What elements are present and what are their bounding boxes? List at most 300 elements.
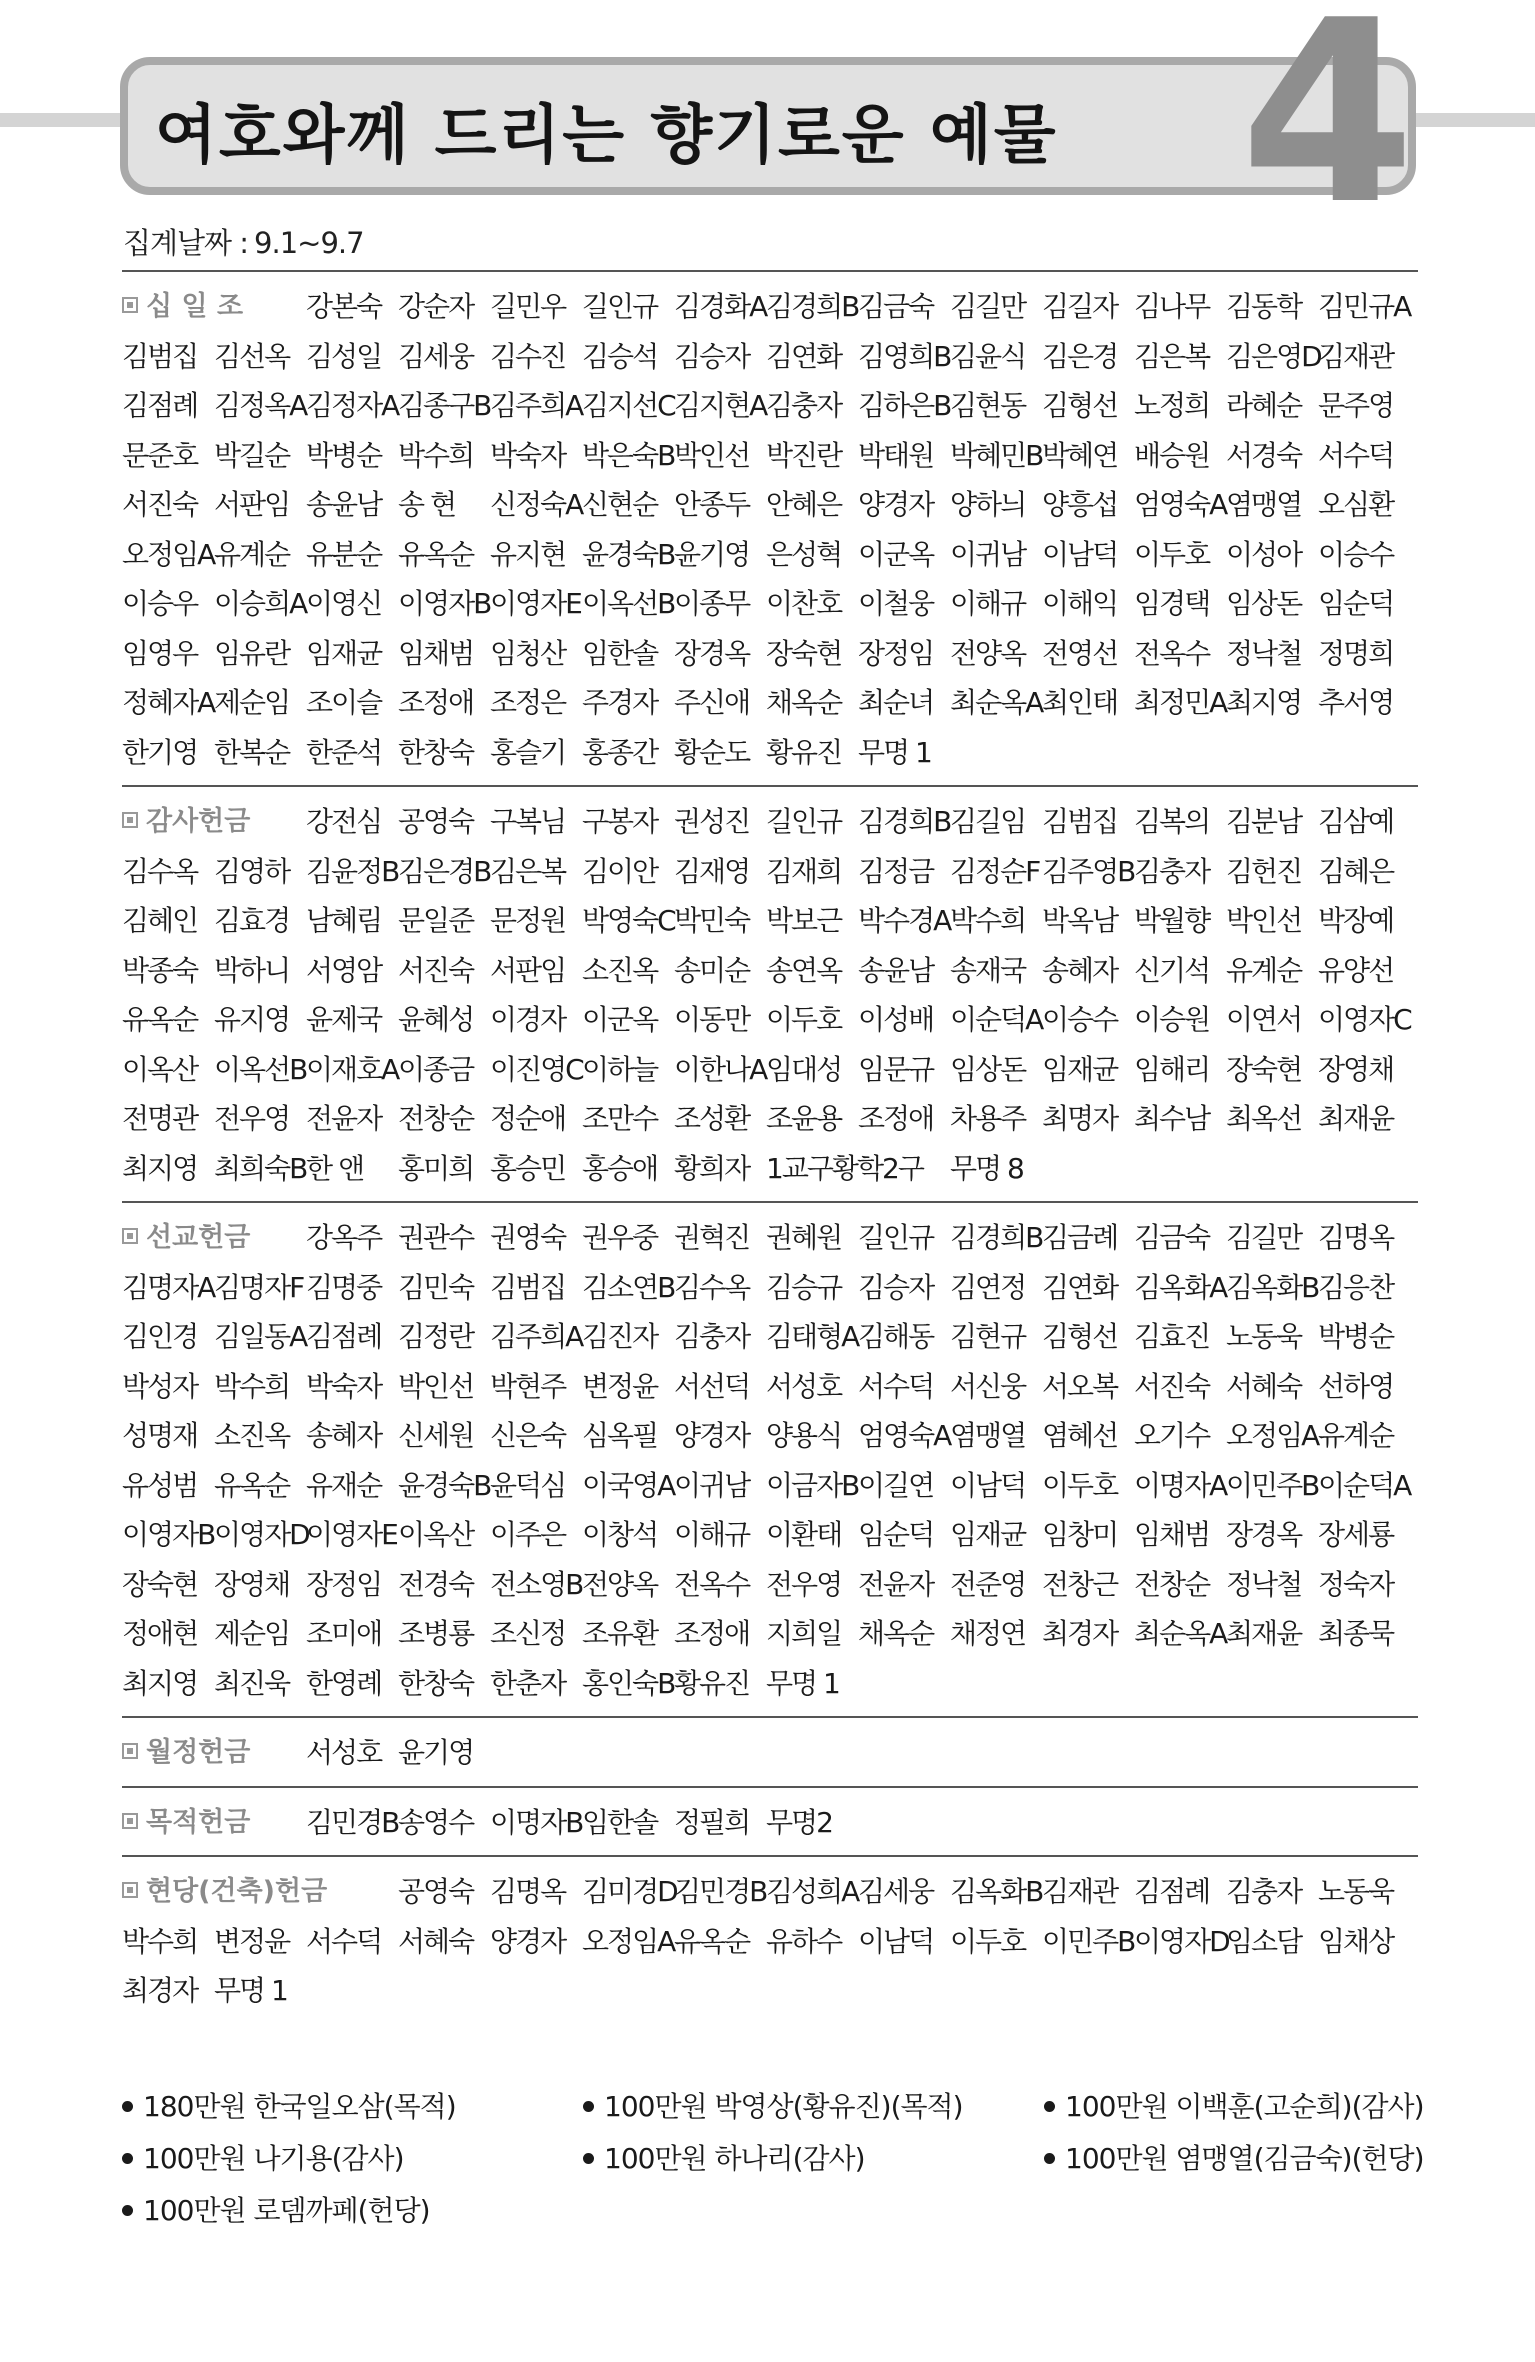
donor-name: 김은복 [1134, 339, 1210, 373]
donor-name: 이두호 [950, 1924, 1026, 1958]
donor-name: 이금자B [766, 1468, 859, 1502]
page-title: 여호와께 드리는 향기로운 예물 [155, 99, 1058, 173]
donor-name: 장세룡 [1318, 1518, 1394, 1551]
donor-name: 길인규 [766, 805, 842, 838]
donor-name: 김재영 [674, 854, 750, 888]
donor-name: 노정희 [1134, 389, 1210, 422]
donor-name: 최재윤 [1226, 1617, 1302, 1650]
donor-name: 박길순 [214, 438, 290, 472]
donor-name: 김소연B [582, 1270, 675, 1304]
donor-name: 한창숙 [398, 735, 474, 769]
donor-name: 이명자B [490, 1805, 583, 1839]
donor-name: 김옥화B [1226, 1270, 1319, 1304]
donor-name: 권영숙 [490, 1221, 566, 1254]
donor-name: 김효경 [214, 904, 290, 937]
donor-name: 김은경B [398, 854, 491, 888]
donor-name: 김은경 [1042, 339, 1118, 373]
donor-name: 윤기영 [674, 537, 750, 571]
bullet-icon [122, 2153, 133, 2164]
donor-name: 김주희A [490, 1320, 583, 1353]
donor-name: 김정자A [306, 389, 399, 422]
donor-name: 윤덕심 [490, 1468, 566, 1502]
donor-name: 김형선 [1042, 389, 1118, 422]
donor-name: 홍종간 [582, 735, 658, 769]
donor-name: 서판임 [214, 488, 290, 521]
donor-name: 유옥순 [674, 1924, 750, 1958]
donor-name: 한영례 [306, 1666, 382, 1700]
donor-name: 김점례 [122, 389, 198, 422]
donor-name: 이민주B [1042, 1924, 1135, 1958]
donor-name: 배승원 [1134, 438, 1210, 472]
donor-name: 김민숙 [398, 1270, 474, 1304]
donor-name: 이해규 [950, 587, 1026, 620]
donor-name: 김수옥 [122, 854, 198, 888]
donor-name: 김승규 [766, 1270, 842, 1304]
donor-name: 서수덕 [306, 1924, 382, 1958]
donor-name: 김지현A [674, 389, 767, 422]
donor-name: 장경옥 [1226, 1518, 1302, 1551]
donor-name: 서진숙 [398, 953, 474, 987]
offering-section [122, 1716, 1418, 1786]
donor-name: 김경희B [950, 1221, 1043, 1254]
donor-name: 최지영 [1226, 686, 1302, 719]
donor-name: 구봉자 [582, 805, 658, 838]
donor-name: 박월향 [1134, 904, 1210, 937]
donor-name: 김선옥 [214, 339, 290, 373]
donor-name: 권성진 [674, 805, 750, 838]
donor-name: 임유란 [214, 636, 290, 670]
donor-name: 이성배 [858, 1003, 934, 1036]
donor-name: 조병룡 [398, 1617, 474, 1650]
donor-name: 전옥수 [1134, 636, 1210, 670]
donor-name: 최순옥A [1134, 1617, 1227, 1650]
donor-name: 홍미희 [398, 1151, 474, 1185]
donor-name: 김점례 [306, 1320, 382, 1353]
donor-name: 정명희 [1318, 636, 1394, 670]
donor-name: 김경화A [674, 290, 767, 323]
donor-name: 이귀남 [950, 537, 1026, 571]
donor-name: 윤경숙B [398, 1468, 491, 1502]
donor-name: 김삼예 [1318, 805, 1394, 838]
donor-name: 서성호 [306, 1736, 382, 1769]
donor-name: 장영채 [1318, 1052, 1394, 1086]
special-donation [122, 2185, 583, 2237]
donor-name: 김충자 [674, 1320, 750, 1353]
donor-name: 오기수 [1134, 1419, 1210, 1452]
special-donations [122, 2081, 1522, 2237]
donor-name: 임대성 [766, 1052, 842, 1086]
donor-name: 이남덕 [858, 1924, 934, 1958]
donor-name: 정혜자A [122, 686, 215, 719]
donor-name: 이옥산 [398, 1518, 474, 1551]
donor-name: 이영자B [398, 587, 491, 620]
donor-name: 이한나A [674, 1052, 767, 1086]
donor-name: 김민규A [1318, 290, 1411, 323]
donor-name: 최경자 [1042, 1617, 1118, 1650]
name-list [122, 282, 1418, 777]
donor-name: 임한솔 [582, 1805, 658, 1839]
donor-name: 전윤자 [306, 1102, 382, 1135]
donor-name: 최희숙B [214, 1151, 307, 1185]
name-list [122, 797, 1418, 1193]
donor-name: 유옥순 [398, 537, 474, 571]
donor-name: 김하은B [858, 389, 951, 422]
donor-name: 김영희B [858, 339, 951, 373]
donor-name: 이진영C [490, 1052, 583, 1086]
donor-name: 김성희A [766, 1875, 859, 1908]
donor-name: 김현동 [950, 389, 1026, 422]
special-donation [583, 2081, 1044, 2133]
donor-name: 추서영 [1318, 686, 1394, 719]
donor-name: 송윤남 [858, 953, 934, 987]
donor-name: 구복님 [490, 805, 566, 838]
donor-name: 유양선 [1318, 953, 1394, 987]
special-donation-text: 100만원 박영상(황유진)(목적) [604, 2090, 963, 2123]
donor-name: 장숙현 [766, 636, 842, 670]
donor-name: 임소담 [1226, 1924, 1302, 1958]
donor-name: 길인규 [858, 1221, 934, 1254]
donor-name: 노동욱 [1226, 1320, 1302, 1353]
donor-name: 전양옥 [950, 636, 1026, 670]
donor-name: 조정애 [858, 1102, 934, 1135]
donor-name: 소진옥 [214, 1419, 290, 1452]
donor-name: 임순덕 [1318, 587, 1394, 620]
donor-name: 김태형A [766, 1320, 859, 1353]
donor-name: 이주은 [490, 1518, 566, 1551]
donor-name: 박은숙B [582, 438, 675, 472]
donor-name: 공영숙 [398, 1875, 474, 1908]
donor-name: 김연화 [1042, 1270, 1118, 1304]
donor-name: 김승자 [858, 1270, 934, 1304]
donor-name: 윤혜성 [398, 1003, 474, 1036]
section-label [122, 1213, 306, 1263]
square-bullet-icon [122, 1882, 138, 1898]
donor-name: 강순자 [398, 290, 474, 323]
donor-name: 조이슬 [306, 686, 382, 719]
bullet-icon [583, 2153, 594, 2164]
donor-name: 권관수 [398, 1221, 474, 1254]
donor-name: 양하늬 [950, 488, 1026, 521]
special-donation-text: 100만원 염맹열(김금숙)(헌당) [1065, 2142, 1424, 2175]
section-label-text: 월정헌금 [146, 1737, 251, 1768]
donor-name: 유지영 [214, 1003, 290, 1036]
donor-name: 박영숙C [582, 904, 675, 937]
donor-name: 유하수 [766, 1924, 842, 1958]
donor-name: 송 현 [398, 488, 455, 521]
donor-name: 임재균 [1042, 1052, 1118, 1086]
donor-name: 김정옥A [214, 389, 307, 422]
donor-name: 염맹열 [1226, 488, 1302, 521]
donor-name: 김일동A [214, 1320, 307, 1353]
donor-name: 김금숙 [858, 290, 934, 323]
donor-name: 임해리 [1134, 1052, 1210, 1086]
donor-name: 전창순 [398, 1102, 474, 1135]
donor-name: 이옥선B [214, 1052, 307, 1086]
donor-name: 김민경B [306, 1805, 399, 1839]
section-label [122, 1798, 306, 1848]
donor-name: 박태원 [858, 438, 934, 472]
donor-name: 김명자F [214, 1270, 304, 1304]
donor-name: 임경택 [1134, 587, 1210, 620]
donor-name: 박보근 [766, 904, 842, 937]
donor-name: 최순녀 [858, 686, 934, 719]
donor-name: 김종구B [398, 389, 491, 422]
donor-name: 김효진 [1134, 1320, 1210, 1353]
section-label [122, 282, 306, 332]
period-value: 9.1~9.7 [254, 226, 364, 260]
donor-name: 정숙자 [1318, 1567, 1394, 1601]
donor-name: 김길만 [1226, 1221, 1302, 1254]
donor-name: 김정란 [398, 1320, 474, 1353]
donor-name: 엄영숙A [858, 1419, 951, 1452]
donor-name: 김진자 [582, 1320, 658, 1353]
donor-name: 김명옥 [1318, 1221, 1394, 1254]
donor-name: 한창숙 [398, 1666, 474, 1700]
donor-name: 김옥화A [1134, 1270, 1227, 1304]
donor-name: 이영자D [214, 1518, 309, 1551]
donor-name: 장경옥 [674, 636, 750, 670]
donor-name: 이두호 [1134, 537, 1210, 571]
donor-name: 라혜순 [1226, 389, 1302, 422]
donor-name: 김재관 [1042, 1875, 1118, 1908]
donor-name: 이찬호 [766, 587, 842, 620]
donor-name: 이순덕A [1318, 1468, 1411, 1502]
donor-name: 변정윤 [582, 1369, 658, 1403]
donor-name: 이환태 [766, 1518, 842, 1551]
donor-name: 이하늘 [582, 1052, 658, 1086]
donor-name: 김분남 [1226, 805, 1302, 838]
donor-name: 한 앤 [306, 1151, 363, 1185]
donor-name: 이종무 [674, 587, 750, 620]
donor-name: 이승희A [214, 587, 307, 620]
donor-name: 김세웅 [858, 1875, 934, 1908]
donor-name: 서진숙 [122, 488, 198, 521]
donor-name: 이영자C [1318, 1003, 1411, 1036]
donor-name: 최옥선 [1226, 1102, 1302, 1135]
donor-name: 무명 1 [214, 1974, 287, 2007]
donor-name: 박인선 [398, 1369, 474, 1403]
donor-name: 전명관 [122, 1102, 198, 1135]
donor-name: 채정연 [950, 1617, 1026, 1650]
donor-name: 서성호 [766, 1369, 842, 1403]
square-bullet-icon [122, 297, 138, 313]
donor-name: 김승석 [582, 339, 658, 373]
donor-name: 김지선C [582, 389, 675, 422]
donor-name: 김승자 [674, 339, 750, 373]
donor-name: 이남덕 [1042, 537, 1118, 571]
donor-name: 김주희A [490, 389, 583, 422]
donor-name: 이영자E [490, 587, 581, 620]
bullet-icon [1044, 2101, 1055, 2112]
donor-name: 오정임A [1226, 1419, 1319, 1452]
donor-name: 이옥선B [582, 587, 675, 620]
donor-name: 윤경숙B [582, 537, 675, 571]
donor-name: 홍슬기 [490, 735, 566, 769]
donor-name: 최순옥A [950, 686, 1043, 719]
donor-name: 유재순 [306, 1468, 382, 1502]
donor-name: 김현규 [950, 1320, 1026, 1353]
donor-name: 제순임 [214, 686, 290, 719]
donor-name: 이군옥 [582, 1003, 658, 1036]
donor-name: 김미경D [582, 1875, 677, 1908]
donor-name: 염맹열 [950, 1419, 1026, 1452]
donor-name: 제순임 [214, 1617, 290, 1650]
donor-name: 강전심 [306, 805, 382, 838]
donor-name: 김민경B [674, 1875, 767, 1908]
donor-name: 최지영 [122, 1666, 198, 1700]
donor-name: 임한솔 [582, 636, 658, 670]
donor-name: 김윤정B [306, 854, 399, 888]
donor-name: 황유진 [674, 1666, 750, 1700]
donor-name: 문주영 [1318, 389, 1394, 422]
donor-name: 양경자 [490, 1924, 566, 1958]
donor-name: 서수덕 [858, 1369, 934, 1403]
donor-name: 전창순 [1134, 1567, 1210, 1601]
bullet-icon [122, 2205, 133, 2216]
donor-name: 김명자A [122, 1270, 215, 1304]
donor-name: 박혜연 [1042, 438, 1118, 472]
donor-name: 심옥필 [582, 1419, 658, 1452]
donor-name: 김나무 [1134, 290, 1210, 323]
donor-name: 조유환 [582, 1617, 658, 1650]
special-donation [1044, 2081, 1505, 2133]
donor-name: 박숙자 [490, 438, 566, 472]
donor-name: 전영선 [1042, 636, 1118, 670]
section-label-text: 목적헌금 [146, 1806, 251, 1838]
section-label [122, 797, 306, 847]
name-list [122, 1213, 1418, 1708]
donor-name: 전준영 [950, 1567, 1026, 1601]
square-bullet-icon [122, 812, 138, 828]
donor-name: 김충자 [1226, 1875, 1302, 1908]
empty-cell [306, 1867, 398, 1917]
donor-name: 최수남 [1134, 1102, 1210, 1135]
donor-name: 이재호A [306, 1052, 399, 1086]
donor-name: 공영숙 [398, 805, 474, 838]
donor-name: 박인선 [674, 438, 750, 472]
bullet-icon [583, 2101, 594, 2112]
donor-name: 이연서 [1226, 1003, 1302, 1036]
name-list [122, 1798, 1418, 1848]
donor-name: 이영자E [306, 1518, 397, 1551]
donor-name: 김혜인 [122, 904, 198, 937]
donor-name: 이해규 [674, 1518, 750, 1551]
donor-name: 임상돈 [1226, 587, 1302, 620]
donor-name: 유옥순 [122, 1003, 198, 1036]
donor-name: 김정금 [858, 854, 934, 888]
donor-name: 서수덕 [1318, 438, 1394, 472]
donor-name: 임문규 [858, 1052, 934, 1086]
donor-name: 이영자B [122, 1518, 215, 1551]
donor-name: 이종금 [398, 1052, 474, 1086]
donor-name: 서오복 [1042, 1369, 1118, 1403]
special-donation-text: 100만원 이백훈(고순희)(감사) [1065, 2090, 1424, 2123]
donor-name: 서혜숙 [398, 1924, 474, 1958]
donor-name: 김응찬 [1318, 1270, 1394, 1304]
donor-name: 김금례 [1042, 1221, 1118, 1254]
donor-name: 지희일 [766, 1617, 842, 1650]
bullet-icon [122, 2101, 133, 2112]
donor-name: 최경자 [122, 1974, 198, 2007]
donor-name: 신세원 [398, 1419, 474, 1452]
bullet-icon [1044, 2153, 1055, 2164]
donor-name: 이승원 [1134, 1003, 1210, 1036]
donor-name: 김수진 [490, 339, 566, 373]
donor-name: 한복순 [214, 735, 290, 769]
donor-name: 김연화 [766, 339, 842, 373]
donor-name: 정애현 [122, 1617, 198, 1650]
donor-name: 이승수 [1318, 537, 1394, 571]
donor-name: 오정임A [122, 537, 215, 571]
donor-name: 유계순 [214, 537, 290, 571]
special-donation [583, 2133, 1044, 2185]
donor-name: 윤기영 [398, 1736, 474, 1769]
donor-name: 이국영A [582, 1468, 675, 1502]
offering-section [122, 1786, 1418, 1856]
donor-name: 김성일 [306, 339, 382, 373]
donor-name: 노동욱 [1318, 1875, 1394, 1908]
donor-name: 정낙철 [1226, 636, 1302, 670]
donor-name: 최명자 [1042, 1102, 1118, 1135]
donor-name: 성명재 [122, 1419, 198, 1452]
donor-name: 채옥순 [766, 686, 842, 719]
donor-name: 김금숙 [1134, 1221, 1210, 1254]
donor-name: 김해동 [858, 1320, 934, 1353]
donor-name: 김인경 [122, 1320, 198, 1353]
donor-name: 조성환 [674, 1102, 750, 1135]
donor-name: 채옥순 [858, 1617, 934, 1650]
donor-name: 김명중 [306, 1270, 382, 1304]
donor-name: 김주영B [1042, 854, 1135, 888]
donor-name: 조만수 [582, 1102, 658, 1135]
donor-name: 권혁진 [674, 1221, 750, 1254]
donor-name: 정필희 [674, 1805, 750, 1839]
donor-name: 이민주B [1226, 1468, 1319, 1502]
donor-name: 임재균 [950, 1518, 1026, 1551]
donor-name: 임청산 [490, 636, 566, 670]
square-bullet-icon [122, 1813, 138, 1829]
special-donation-text: 100만원 하나리(감사) [604, 2142, 865, 2175]
donor-name: 강본숙 [306, 290, 382, 323]
donor-name: 전경숙 [398, 1567, 474, 1601]
donor-name: 강옥주 [306, 1221, 382, 1254]
donor-name: 임채상 [1318, 1924, 1394, 1958]
donor-name: 이성아 [1226, 537, 1302, 571]
donor-name: 박현주 [490, 1369, 566, 1403]
donor-name: 박병순 [1318, 1320, 1394, 1353]
donor-name: 김경희B [766, 290, 859, 323]
donor-name: 박숙자 [306, 1369, 382, 1403]
donor-name: 이철웅 [858, 587, 934, 620]
donor-name: 최인태 [1042, 686, 1118, 719]
donor-name: 임창미 [1042, 1518, 1118, 1551]
donor-name: 이해익 [1042, 587, 1118, 620]
donor-name: 박민숙 [674, 904, 750, 937]
donor-name: 이경자 [490, 1003, 566, 1036]
donor-name: 조윤용 [766, 1102, 842, 1135]
donor-name: 한기영 [122, 735, 198, 769]
donor-name: 김명옥 [490, 1875, 566, 1908]
donor-name: 장숙현 [1226, 1052, 1302, 1086]
donor-name: 권우중 [582, 1221, 658, 1254]
donor-name: 무명 8 [950, 1151, 1023, 1185]
donor-name: 홍인숙B [582, 1666, 675, 1700]
special-donation-text: 100만원 로뎀까페(헌당) [143, 2194, 430, 2227]
donor-name: 양흥섭 [1042, 488, 1118, 521]
donor-name: 임상돈 [950, 1052, 1026, 1086]
donor-name: 홍승애 [582, 1151, 658, 1185]
donor-name: 김길자 [1042, 290, 1118, 323]
